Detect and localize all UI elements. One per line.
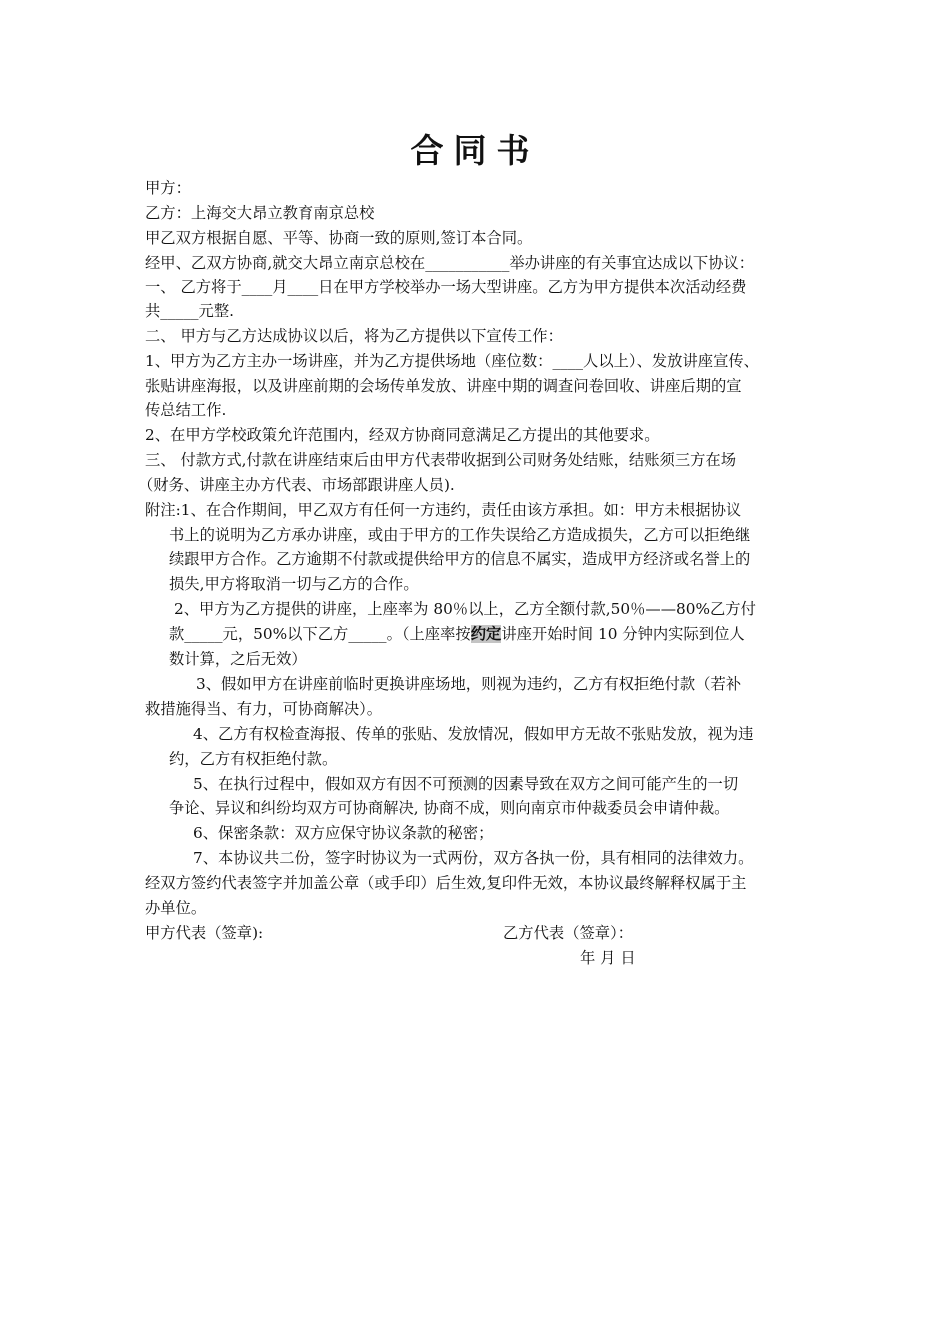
- note-2-line-2-start: 款_____元，50%以下乙方_____。（上座率按: [169, 625, 471, 643]
- note-1-line-4: 损失,甲方将取消一切与乙方的合作。: [169, 575, 419, 593]
- note-7-line-2: 经双方签约代表签字并加盖公章（或手印）后生效,复印件无效，本协议最终解释权属于主: [145, 874, 747, 892]
- party-a-line: 甲方：: [145, 179, 191, 197]
- clause-1-line-1: 一、 乙方将于____月____日在甲方学校举办一场大型讲座。乙方为甲方提供本次活动经费: [145, 278, 747, 296]
- note-2-line-3: 数计算，之后无效）: [169, 650, 307, 668]
- note-5-line-1: 5、在执行过程中，假如双方有因不可预测的因素导致在双方之间可能产生的一切: [193, 775, 739, 793]
- clause-2-heading: 二、 甲方与乙方达成协议以后，将为乙方提供以下宣传工作：: [145, 327, 563, 345]
- agreement-intro-line: 经甲、乙双方协商,就交大昂立南京总校在___________举办讲座的有关事宜达成以下协议：: [145, 254, 755, 272]
- clause-2-item-1-line-1: 1、甲方为乙方主办一场讲座，并为乙方提供场地（座位数：____人以上）、发放讲座宣传、: [145, 352, 759, 370]
- clause-2-item-1-line-3: 传总结工作.: [145, 401, 227, 419]
- signature-date: 年 月 日: [580, 949, 636, 967]
- note-1-line-3: 续跟甲方合作。乙方逾期不付款或提供给甲方的信息不属实，造成甲方经济或名誉上的: [169, 550, 751, 568]
- highlighted-term: 约定: [470, 625, 502, 643]
- note-4-line-1: 4、乙方有权检查海报、传单的张贴、发放情况，假如甲方无故不张贴发放，视为违: [193, 725, 754, 743]
- clause-2-item-2: 2、在甲方学校政策允许范围内，经双方协商同意满足乙方提出的其他要求。: [145, 426, 660, 444]
- note-3-line-1: 3、假如甲方在讲座前临时更换讲座场地，则视为违约，乙方有权拒绝付款（若补: [196, 675, 742, 693]
- note-5-line-2: 争论、异议和纠纷均双方可协商解决, 协商不成，则向南京市仲裁委员会申请仲裁。: [169, 799, 730, 817]
- note-2-line-2: [169, 624, 745, 644]
- note-2-line-2-end: 讲座开始时间 10 分钟内实际到位人: [501, 625, 745, 643]
- note-2-line-1: 2、甲方为乙方提供的讲座，上座率为 80％以上，乙方全额付款,50％——80%乙方付: [174, 600, 756, 618]
- note-4-line-2: 约，乙方有权拒绝付款。: [169, 750, 338, 768]
- party-b-signature: 乙方代表（签章）：: [503, 924, 634, 942]
- note-3-line-2: 救措施得当、有力，可协商解决）。: [145, 700, 383, 718]
- note-1-line-2: 书上的说明为乙方承办讲座，或由于甲方的工作失误给乙方造成损失，乙方可以拒绝继: [169, 526, 751, 544]
- clause-2-item-1-line-2: 张贴讲座海报，以及讲座前期的会场传单发放、讲座中期的调查问卷回收、讲座后期的宣: [145, 377, 742, 395]
- party-a-signature: 甲方代表（签章):: [145, 924, 264, 942]
- note-1-line-1: 附注:1、在合作期间，甲乙双方有任何一方违约，责任由该方承担。如：甲方未根据协议: [145, 501, 742, 519]
- clause-3-line-1: 三、 付款方式,付款在讲座结束后由甲方代表带收据到公司财务处结账，结账须三方在场: [145, 451, 737, 469]
- clause-3-line-2: （财务、讲座主办方代表、市场部跟讲座人员).: [138, 476, 455, 494]
- note-7-line-1: 7、本协议共二份，签字时协议为一式两份，双方各执一份，具有相同的法律效力。: [193, 849, 754, 867]
- note-7-line-3: 办单位。: [145, 899, 207, 917]
- clause-1-line-2: 共_____元整.: [145, 302, 234, 320]
- note-6-line: 6、保密条款：双方应保守协议条款的秘密；: [193, 824, 494, 842]
- page-title: 合同书: [410, 131, 540, 170]
- party-b-line: 乙方：上海交大昂立教育南京总校: [145, 204, 375, 222]
- preamble-line: 甲乙双方根据自愿、平等、协商一致的原则,签订本合同。: [145, 229, 533, 247]
